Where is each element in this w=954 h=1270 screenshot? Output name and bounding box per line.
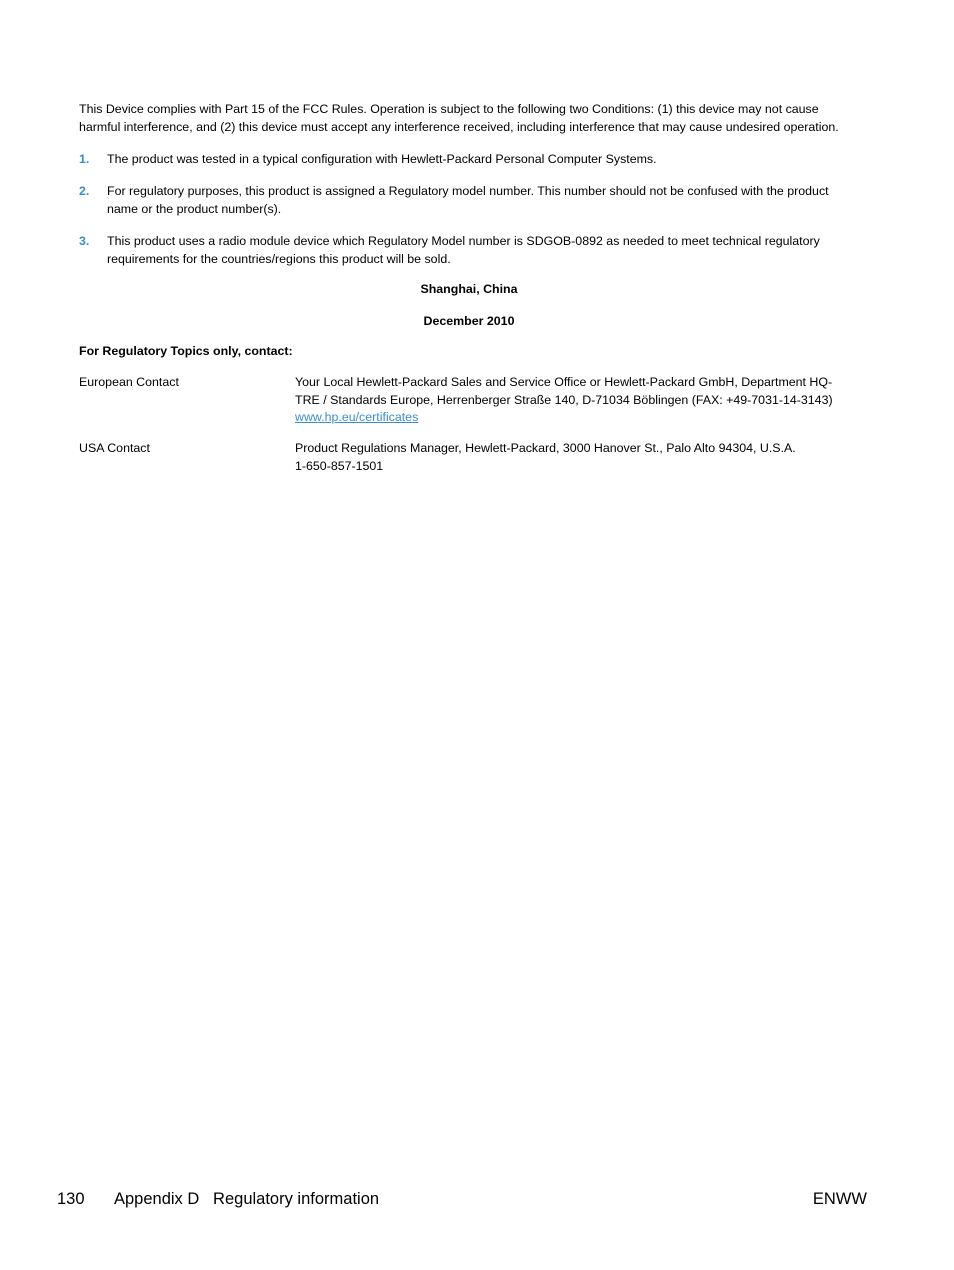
location-heading: Shanghai, China (420, 282, 518, 296)
list-text-2-line-2: name or the product number(s). (107, 201, 282, 216)
footer-section-title: Appendix D Regulatory information (114, 1190, 380, 1208)
list-text-2-line-1: For regulatory purposes, this product is assigned a Regulatory model number. This number should not be confused with the product (107, 184, 829, 198)
footer-doc-code: ENWW (812, 1190, 867, 1208)
fcc-compliance-line-1: This Device complies with Part 15 of the FCC Rules. Operation is subject to the following two Conditions: (1) this device may not cause (79, 102, 819, 116)
list-text-1 (107, 151, 859, 169)
european-contact-details (295, 374, 865, 427)
european-contact-label: European Contact (79, 375, 179, 389)
certificates-link[interactable]: www.hp.eu/certificates (295, 410, 419, 424)
contact-heading: For Regulatory Topics only, contact: (79, 344, 293, 358)
list-number-3: 3. (79, 234, 90, 248)
list-text-3 (107, 233, 859, 268)
usa-contact-line-2: 1-650-857-1501 (295, 458, 384, 473)
fcc-compliance-paragraph (79, 101, 859, 136)
european-contact-line-1: Your Local Hewlett-Packard Sales and Service Office or Hewlett-Packard GmbH, Department HQ- (295, 375, 833, 389)
usa-contact-line-1: Product Regulations Manager, Hewlett-Packard, 3000 Hanover St., Palo Alto 94304, U.S.A. (295, 441, 796, 455)
date-heading: December 2010 (423, 314, 515, 328)
european-contact-line-2: TRE / Standards Europe, Herrenberger Straße 140, D-71034 Böblingen (FAX: +49-7031-14-3143) (295, 392, 833, 407)
usa-contact-label: USA Contact (79, 441, 150, 455)
list-text-2 (107, 183, 859, 218)
list-number-1: 1. (79, 152, 90, 166)
list-number-2: 2. (79, 184, 90, 198)
usa-contact-details (295, 440, 865, 475)
list-text-1-line-1: The product was tested in a typical configuration with Hewlett-Packard Personal Computer Systems. (107, 152, 657, 166)
fcc-compliance-line-2: harmful interference, and (2) this device must accept any interference received, including interference that may cause undesired operation. (79, 119, 839, 134)
list-text-3-line-2: requirements for the countries/regions this product will be sold. (107, 251, 451, 266)
list-text-3-line-1: This product uses a radio module device which Regulatory Model number is SDGOB-0892 as needed to meet technical regulatory (107, 234, 820, 248)
page-number: 130 (57, 1190, 85, 1208)
